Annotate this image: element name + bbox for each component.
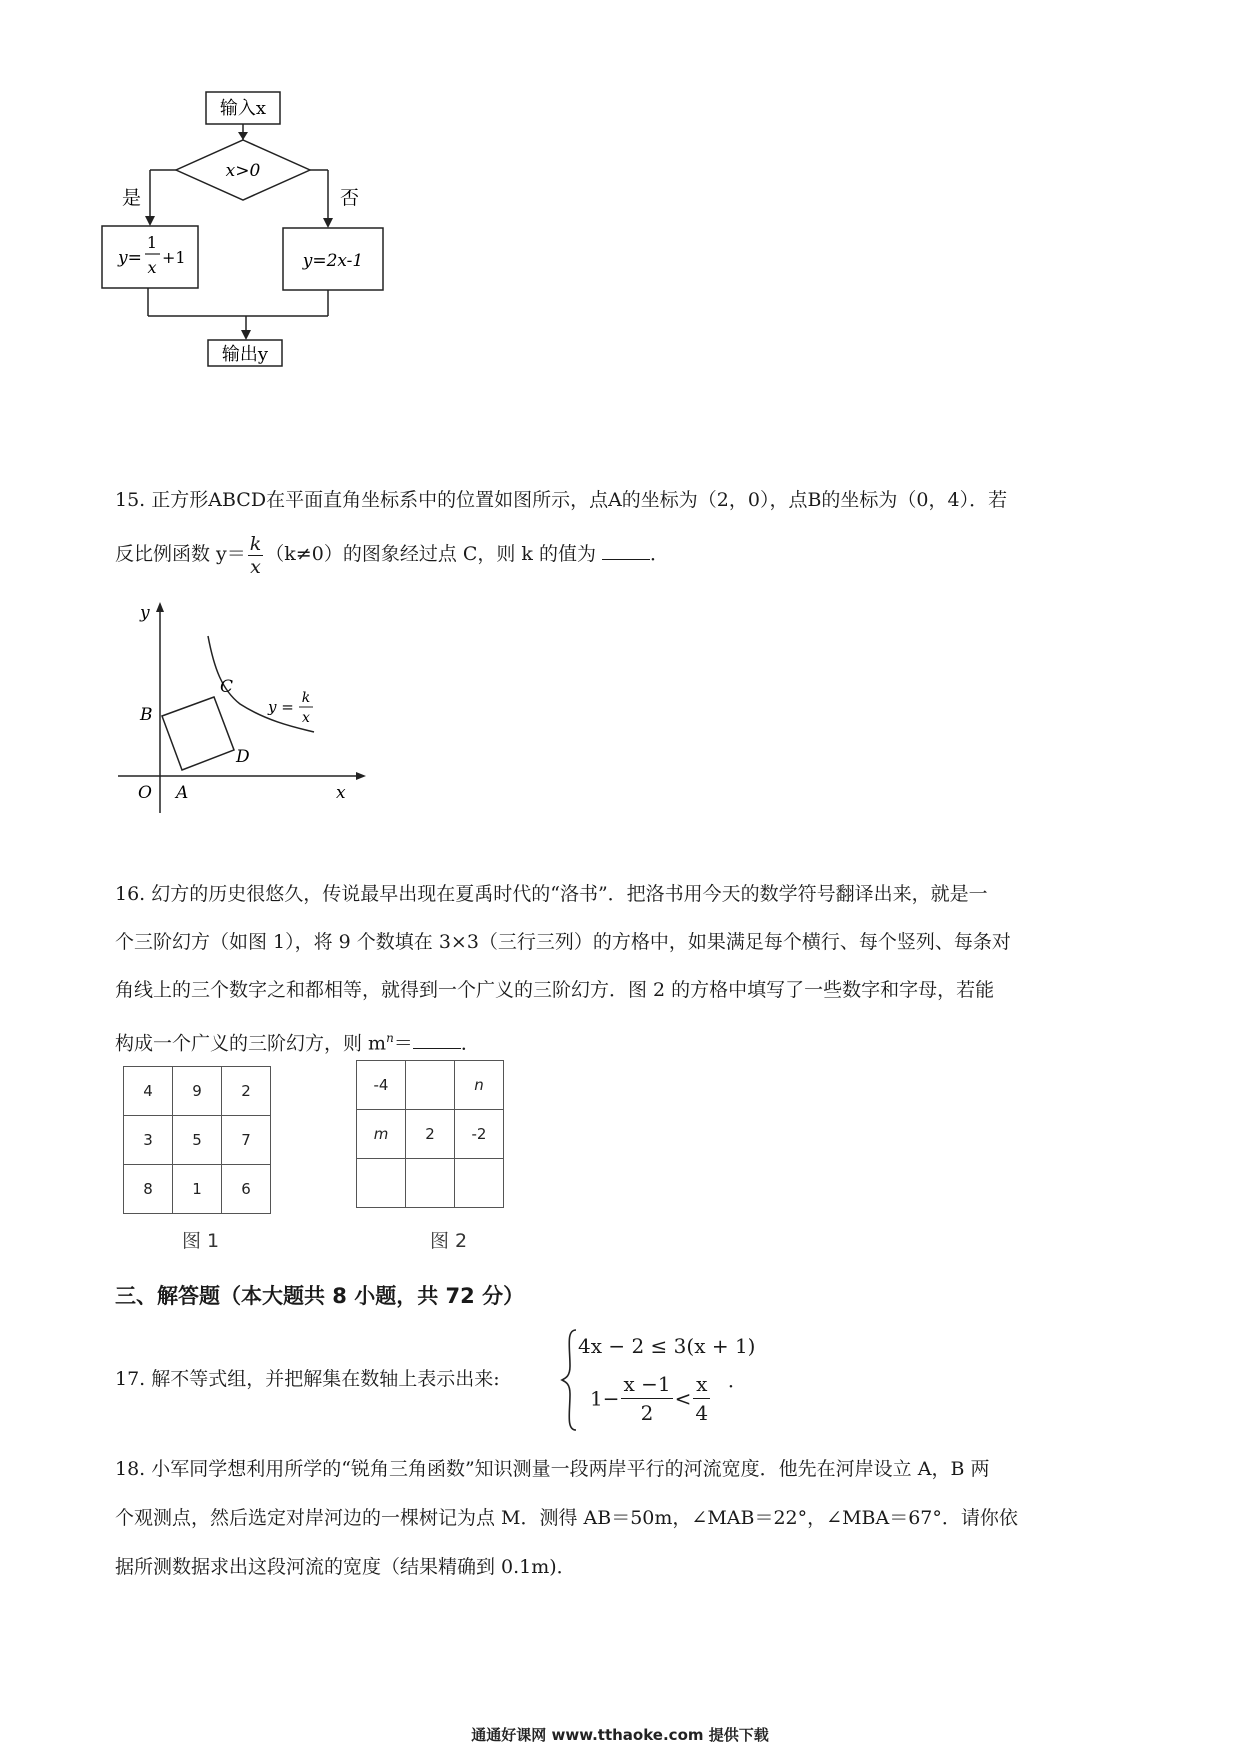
q17-ineq2-frac	[621, 1370, 672, 1427]
page-footer: 通通好课网 www.tthaoke.com 提供下载	[471, 1726, 769, 1744]
q17-text: 17. 解不等式组，并把解集在数轴上表示出来:	[115, 1368, 500, 1390]
grid2-cell: n	[455, 1061, 504, 1110]
q16-line2: 个三阶幻方（如图 1），将 9 个数填在 3×3（三行三列）的方格中，如果满足每个横行、每个竖列、每条对	[115, 931, 1011, 953]
q15-point-a: A	[176, 783, 189, 803]
q15-curve-den: x	[302, 710, 310, 726]
q15-number: 15.	[115, 489, 146, 511]
q17-end: ．	[728, 1370, 748, 1392]
q15-point-c: C	[220, 677, 234, 697]
q18-line2: 个观测点，然后选定对岸河边的一棵树记为点 M．测得 AB＝50m，∠MAB＝22°，∠MBA＝67°．请你依	[115, 1507, 1018, 1529]
q17-ineq2-num: x −1	[621, 1370, 672, 1399]
flow-output-label: 输出y	[221, 344, 269, 365]
magic-square-1	[123, 1066, 271, 1214]
q18-line3: 据所测数据求出这段河流的宽度（结果精确到 0.1m)．	[115, 1556, 576, 1578]
flow-yes-label: 是	[122, 187, 142, 209]
grid2-cell	[406, 1061, 455, 1110]
grid2-cell	[455, 1159, 504, 1208]
q15-origin-label: O	[138, 783, 152, 803]
flow-yes-num: 1	[146, 233, 158, 252]
figure-2-caption: 图 2	[430, 1230, 468, 1252]
grid2-cell: -4	[357, 1061, 406, 1110]
q15-y-axis-label: y	[140, 603, 150, 623]
q15-answer-blank[interactable]	[602, 543, 650, 560]
q17-ineq2-den: 2	[640, 1401, 654, 1425]
q15-curve-lhs: y =	[268, 698, 294, 716]
q15-fraction	[248, 533, 264, 578]
flow-yes-lhs: y=	[118, 248, 142, 268]
grid1-cell: 7	[222, 1116, 271, 1165]
grid1-cell: 8	[124, 1165, 173, 1214]
q17-inequality-2	[590, 1370, 712, 1427]
q16-line4-sup: n	[386, 1031, 394, 1045]
question-18	[115, 1445, 1135, 1592]
grid1-cell: 2	[222, 1067, 271, 1116]
q16-line3: 角线上的三个数字之和都相等，就得到一个广义的三阶幻方．图 2 的方格中填写了一些数字和字母，若能	[115, 979, 995, 1001]
q18-line1: 18. 小军同学想利用所学的“锐角三角函数”知识测量一段两岸平行的河流宽度．他先在河岸设立 A，B 两	[115, 1458, 990, 1480]
flow-input-label: 输入x	[219, 98, 267, 119]
q17-ineq2-rden: 4	[695, 1401, 709, 1425]
grid1-cell: 4	[124, 1067, 173, 1116]
q16-answer-blank[interactable]	[413, 1032, 461, 1049]
grid1-cell: 6	[222, 1165, 271, 1214]
flow-yes-den: x	[147, 258, 157, 277]
flow-condition-label: x>0	[225, 161, 261, 181]
q17-ineq2-rnum: x	[693, 1370, 710, 1399]
q15-x-axis-label: x	[336, 783, 346, 803]
q15-point-b: B	[140, 705, 153, 725]
q15-line2-pre: 反比例函数 y＝	[115, 543, 246, 565]
q15-curve-num: k	[301, 690, 311, 706]
q15-frac-den: x	[250, 555, 261, 578]
grid2-cell: -2	[455, 1110, 504, 1159]
grid1-cell: 1	[173, 1165, 222, 1214]
q17-ineq2-rfrac	[693, 1370, 710, 1427]
grid2-cell: m	[357, 1110, 406, 1159]
grid2-cell: 2	[406, 1110, 455, 1159]
q15-point-d: D	[236, 747, 250, 767]
q16-line4-end: ．	[460, 1032, 480, 1055]
grid1-cell: 5	[173, 1116, 222, 1165]
flow-no-label: 否	[340, 187, 360, 209]
q17-inequality-1: 4x − 2 ≤ 3(x + 1)	[578, 1334, 756, 1358]
grid2-cell	[357, 1159, 406, 1208]
q16-line1: 16. 幻方的历史很悠久，传说最早出现在夏禹时代的“洛书”．把洛书用今天的数学符号翻译出来，就是一	[115, 883, 988, 905]
section-3-heading: 三、解答题（本大题共 8 小题，共 72 分）	[115, 1284, 525, 1308]
q15-line1: 正方形ABCD在平面直角坐标系中的位置如图所示，点A的坐标为（2，0），点B的坐标为（0，4）．若	[151, 489, 1008, 511]
q15-frac-num: k	[249, 532, 262, 555]
q15-line2-post: （k≠0）的图象经过点 C，则 k 的值为	[265, 543, 596, 565]
q16-line4-mid: ＝	[393, 1032, 413, 1055]
magic-square-2	[356, 1060, 504, 1208]
question-16	[115, 870, 1135, 1067]
grid1-cell: 9	[173, 1067, 222, 1116]
q17-ineq2-op: <	[674, 1386, 692, 1411]
grid1-cell: 3	[124, 1116, 173, 1165]
flowchart	[100, 90, 440, 420]
question-15	[115, 476, 1135, 578]
q16-line4-pre: 构成一个广义的三阶幻方，则 m	[115, 1032, 387, 1055]
grid2-cell	[406, 1159, 455, 1208]
flow-no-box: y=2x-1	[302, 251, 364, 271]
figure-1-caption: 图 1	[182, 1230, 220, 1252]
q15-figure	[118, 598, 368, 828]
q15-line2-end: ．	[650, 543, 670, 565]
q17-brace	[560, 1328, 580, 1432]
q17-ineq2-pre: 1−	[590, 1386, 620, 1411]
flow-yes-tail: +1	[162, 248, 186, 267]
